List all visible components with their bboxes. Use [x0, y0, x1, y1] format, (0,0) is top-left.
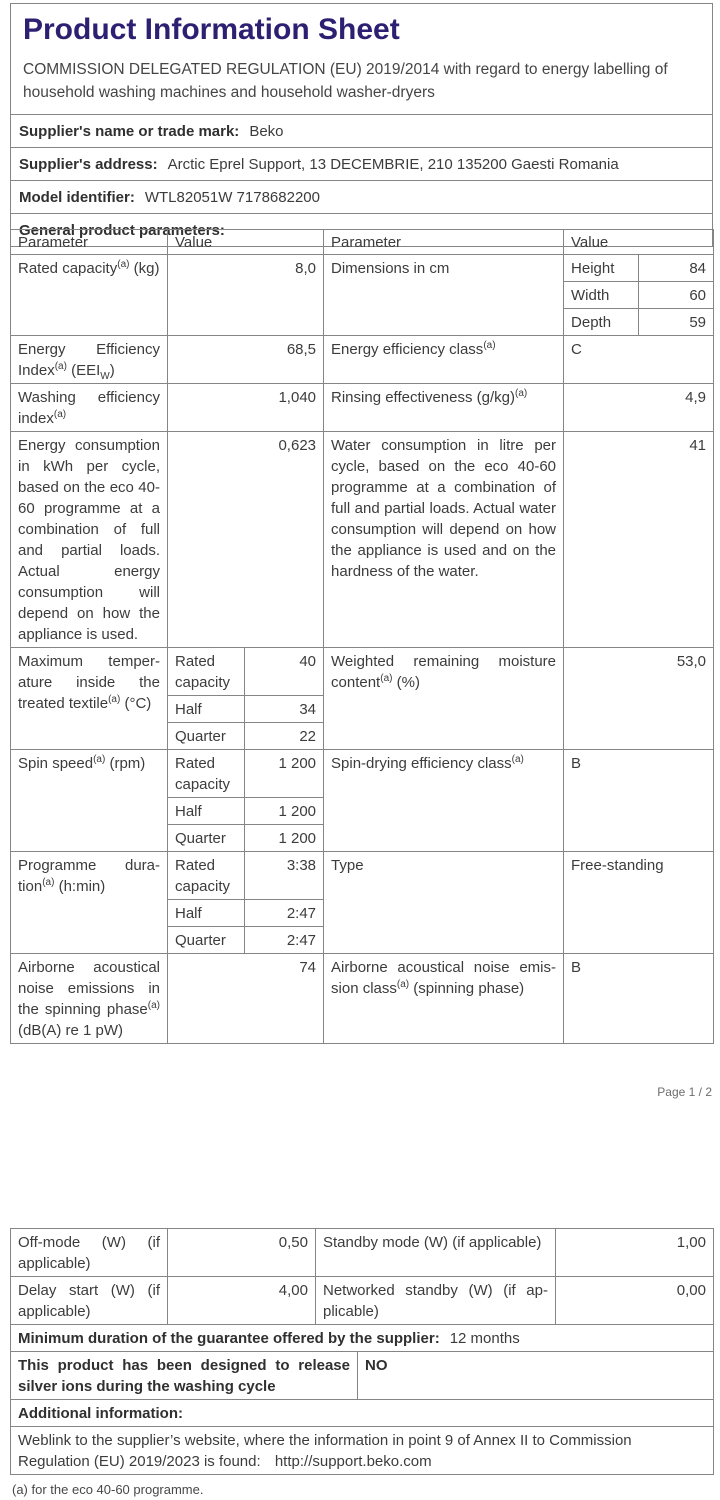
- guarantee-value: 12 months: [449, 1330, 520, 1347]
- label-text: Weighted remaining moisture content: [331, 653, 557, 691]
- row-off-standby: [11, 1229, 714, 1277]
- sub-quarter-label: Quarter: [168, 723, 245, 750]
- label-unit: (%): [392, 674, 420, 691]
- sub-quarter-value: 2:47: [245, 927, 324, 954]
- row-silver-ions: [11, 1352, 714, 1400]
- sub-quarter-value: 1 200: [245, 825, 324, 852]
- supplier-name-row: [11, 115, 713, 148]
- footnote-ref: (a): [483, 340, 496, 351]
- param-spin-speed: [11, 750, 168, 852]
- value-networked-standby: 0,00: [556, 1277, 714, 1325]
- sub-quarter-label: Quarter: [168, 825, 245, 852]
- param-max-temperature: [11, 648, 168, 750]
- row-delay-networked: [11, 1277, 714, 1325]
- footnote-ref: (a): [42, 877, 55, 888]
- param-moisture-content: [324, 648, 564, 750]
- param-spin-drying-class: [324, 750, 564, 852]
- param-noise-class: [324, 954, 564, 1044]
- page-title: Product Information Sheet: [23, 13, 400, 46]
- param-networked-standby: Networked standby (W) (if applicable): [316, 1277, 556, 1325]
- supplier-name-value: Beko: [249, 123, 284, 140]
- model-identifier-row: [11, 181, 713, 214]
- value-airborne-noise: 74: [168, 954, 324, 1044]
- param-standby-mode: Standby mode (W) (if applicable): [316, 1229, 556, 1277]
- value-standby-mode: 1,00: [556, 1229, 714, 1277]
- param-airborne-noise: [11, 954, 168, 1044]
- header-table: [10, 3, 713, 247]
- col-header-value-right: Value: [564, 230, 714, 255]
- page-indicator: Page 1 / 2: [657, 1085, 712, 1099]
- row-airborne-noise: [11, 954, 714, 1044]
- model-identifier-cell: [11, 181, 713, 214]
- value-washing-efficiency: 1,040: [168, 384, 324, 432]
- param-silver-ions: This product has been designed to release silver ions during the washing cycle: [11, 1352, 358, 1400]
- sub-half-value: 34: [245, 696, 324, 723]
- footnote-ref: (a): [54, 361, 67, 372]
- power-modes-table: [10, 1228, 714, 1475]
- supplier-name-cell: [11, 115, 713, 148]
- title-row: [11, 4, 713, 115]
- footnote-text: (a) for the eco 40-60 programme.: [12, 1482, 204, 1497]
- value-moisture-content: 53,0: [564, 648, 714, 750]
- model-identifier-value: WTL82051W 7178682200: [144, 189, 320, 206]
- table-header-row: [11, 230, 714, 255]
- value-type: Free-standing: [564, 852, 714, 954]
- value-rinsing: 4,9: [564, 384, 714, 432]
- param-energy-class: [324, 336, 564, 384]
- sub-rated-capacity-value: 40: [245, 648, 324, 696]
- footnote-ref: (a): [147, 1000, 160, 1011]
- label-text: Airborne acoustical noise emission class: [331, 959, 557, 997]
- value-delay-start: 4,00: [168, 1277, 316, 1325]
- value-spin-drying-class: B: [564, 750, 714, 852]
- sub-half-value: 1 200: [245, 798, 324, 825]
- supplier-address-cell: [11, 148, 713, 181]
- row-additional-information: [11, 1400, 714, 1427]
- dim-height-value: 84: [639, 255, 714, 282]
- supplier-address-value: Arctic Eprel Support, 13 DECEMBRIE, 210 135200 Gaesti Romania: [167, 156, 619, 173]
- param-delay-start: Delay start (W) (if applicable): [11, 1277, 168, 1325]
- param-eei: [11, 336, 168, 384]
- row-eei: [11, 336, 714, 384]
- guarantee-cell: [11, 1325, 714, 1352]
- param-water-consumption: Water consumption in litre per cycle, based on the eco 40-60 programme at a combination of full and partial loads. Actual water consumption will depend on how the appliance is used and on the hardness of the water.: [324, 432, 564, 648]
- sub-rated-capacity-label: Rated capacity: [168, 750, 245, 798]
- param-type: Type: [324, 852, 564, 954]
- general-parameters-table: [10, 229, 714, 1044]
- row-guarantee: [11, 1325, 714, 1352]
- sub-quarter-value: 22: [245, 723, 324, 750]
- label-subscript: W: [100, 371, 110, 382]
- value-off-mode: 0,50: [168, 1229, 316, 1277]
- title-cell: [11, 4, 713, 115]
- footnote-ref: (a): [511, 754, 524, 765]
- weblink-url[interactable]: http://support.beko.com: [274, 1453, 432, 1470]
- label-text: Washing efficiency index: [18, 389, 160, 427]
- label-text: Rated capacity: [18, 260, 118, 277]
- supplier-address-label: Supplier's address:: [19, 156, 158, 173]
- supplier-address-row: [11, 148, 713, 181]
- footnote-ref: (a): [515, 388, 528, 399]
- col-header-parameter-left: Parameter: [11, 230, 168, 255]
- row-washing-efficiency: [11, 384, 714, 432]
- label-unit: (rpm): [105, 755, 146, 772]
- value-rated-capacity: 8,0: [168, 255, 324, 336]
- value-silver-ions: NO: [358, 1352, 714, 1400]
- value-water-consumption: 41: [564, 432, 714, 648]
- sub-half-label: Half: [168, 798, 245, 825]
- sub-half-value: 2:47: [245, 900, 324, 927]
- regulation-text: COMMISSION DELEGATED REGULATION (EU) 2019/2014 with regard to energy labelling of household washing machines and household washer-dryers: [23, 61, 668, 101]
- label-text: Energy Efficiency Index: [18, 341, 160, 379]
- col-header-parameter-right: Parameter: [324, 230, 564, 255]
- sub-quarter-label: Quarter: [168, 927, 245, 954]
- dim-depth-label: Depth: [564, 309, 639, 336]
- additional-information-heading: Additional information:: [11, 1400, 714, 1427]
- value-energy-class: C: [564, 336, 714, 384]
- sub-half-label: Half: [168, 696, 245, 723]
- label-unit: (spinning phase): [409, 980, 525, 997]
- label-text: Spin-drying efficiency class: [331, 755, 512, 772]
- label-unit: (EEI: [66, 362, 101, 379]
- row-energy-consumption: [11, 432, 714, 648]
- label-text: Energy efficiency class: [331, 341, 484, 358]
- dim-width-label: Width: [564, 282, 639, 309]
- dim-depth-value: 59: [639, 309, 714, 336]
- footnote-ref: (a): [396, 979, 410, 990]
- param-washing-efficiency: [11, 384, 168, 432]
- label-text: Maximum temperature inside the treated textile: [18, 653, 160, 712]
- footnote-ref: (a): [117, 259, 130, 270]
- value-noise-class: B: [564, 954, 714, 1044]
- sub-rated-capacity-label: Rated capacity: [168, 648, 245, 696]
- footnote-ref: (a): [108, 694, 121, 705]
- dim-height-label: Height: [564, 255, 639, 282]
- param-programme-duration: [11, 852, 168, 954]
- row-max-temperature: [11, 648, 714, 696]
- sub-half-label: Half: [168, 900, 245, 927]
- row-programme-duration: [11, 852, 714, 900]
- guarantee-label: Minimum duration of the guarantee offered by the supplier:: [18, 1330, 440, 1347]
- value-eei: 68,5: [168, 336, 324, 384]
- col-header-value-left: Value: [168, 230, 324, 255]
- supplier-name-label: Supplier's name or trade mark:: [19, 123, 240, 140]
- label-text: Rinsing effectiveness (g/kg): [331, 389, 515, 406]
- model-identifier-label: Model identifier:: [19, 189, 135, 206]
- label-unit-close: ): [109, 362, 115, 379]
- label-unit: (dB(A) re 1 pW): [18, 1022, 124, 1039]
- label-text: Spin speed: [18, 755, 94, 772]
- label-text: Airborne acoustical noise emissions in the spinning phase: [18, 959, 160, 1018]
- weblink-cell: [11, 1427, 714, 1475]
- param-rated-capacity: [11, 255, 168, 336]
- value-energy-consumption: 0,623: [168, 432, 324, 648]
- footnote-ref: (a): [380, 673, 393, 684]
- sub-rated-capacity-value: 1 200: [245, 750, 324, 798]
- label-unit: (kg): [129, 260, 160, 277]
- row-spin-speed: [11, 750, 714, 798]
- param-off-mode: Off-mode (W) (if applicable): [11, 1229, 168, 1277]
- sub-rated-capacity-label: Rated capacity: [168, 852, 245, 900]
- label-unit: (h:min): [54, 878, 106, 895]
- general-parameters-heading: General product parameters:: [19, 222, 225, 239]
- label-text: Programme duration: [18, 857, 160, 895]
- param-rinsing: [324, 384, 564, 432]
- row-weblink: [11, 1427, 714, 1475]
- param-dimensions: Dimensions in cm: [324, 255, 564, 336]
- footnote-ref: (a): [53, 409, 67, 420]
- dim-width-value: 60: [639, 282, 714, 309]
- row-rated-capacity: [11, 255, 714, 282]
- footnote-ref: (a): [93, 754, 106, 765]
- label-unit: (°C): [120, 695, 152, 712]
- param-energy-consumption: Energy consumption in kWh per cycle, based on the eco 40-60 programme at a combination of full and partial loads. Actual energy consumption will depend on how the appliance is used.: [11, 432, 168, 648]
- sub-rated-capacity-value: 3:38: [245, 852, 324, 900]
- weblink-text: Weblink to the supplier’s website, where the information in point 9 of Annex II to Commission Regulation (EU) 2019/2023 is found:: [18, 1432, 632, 1470]
